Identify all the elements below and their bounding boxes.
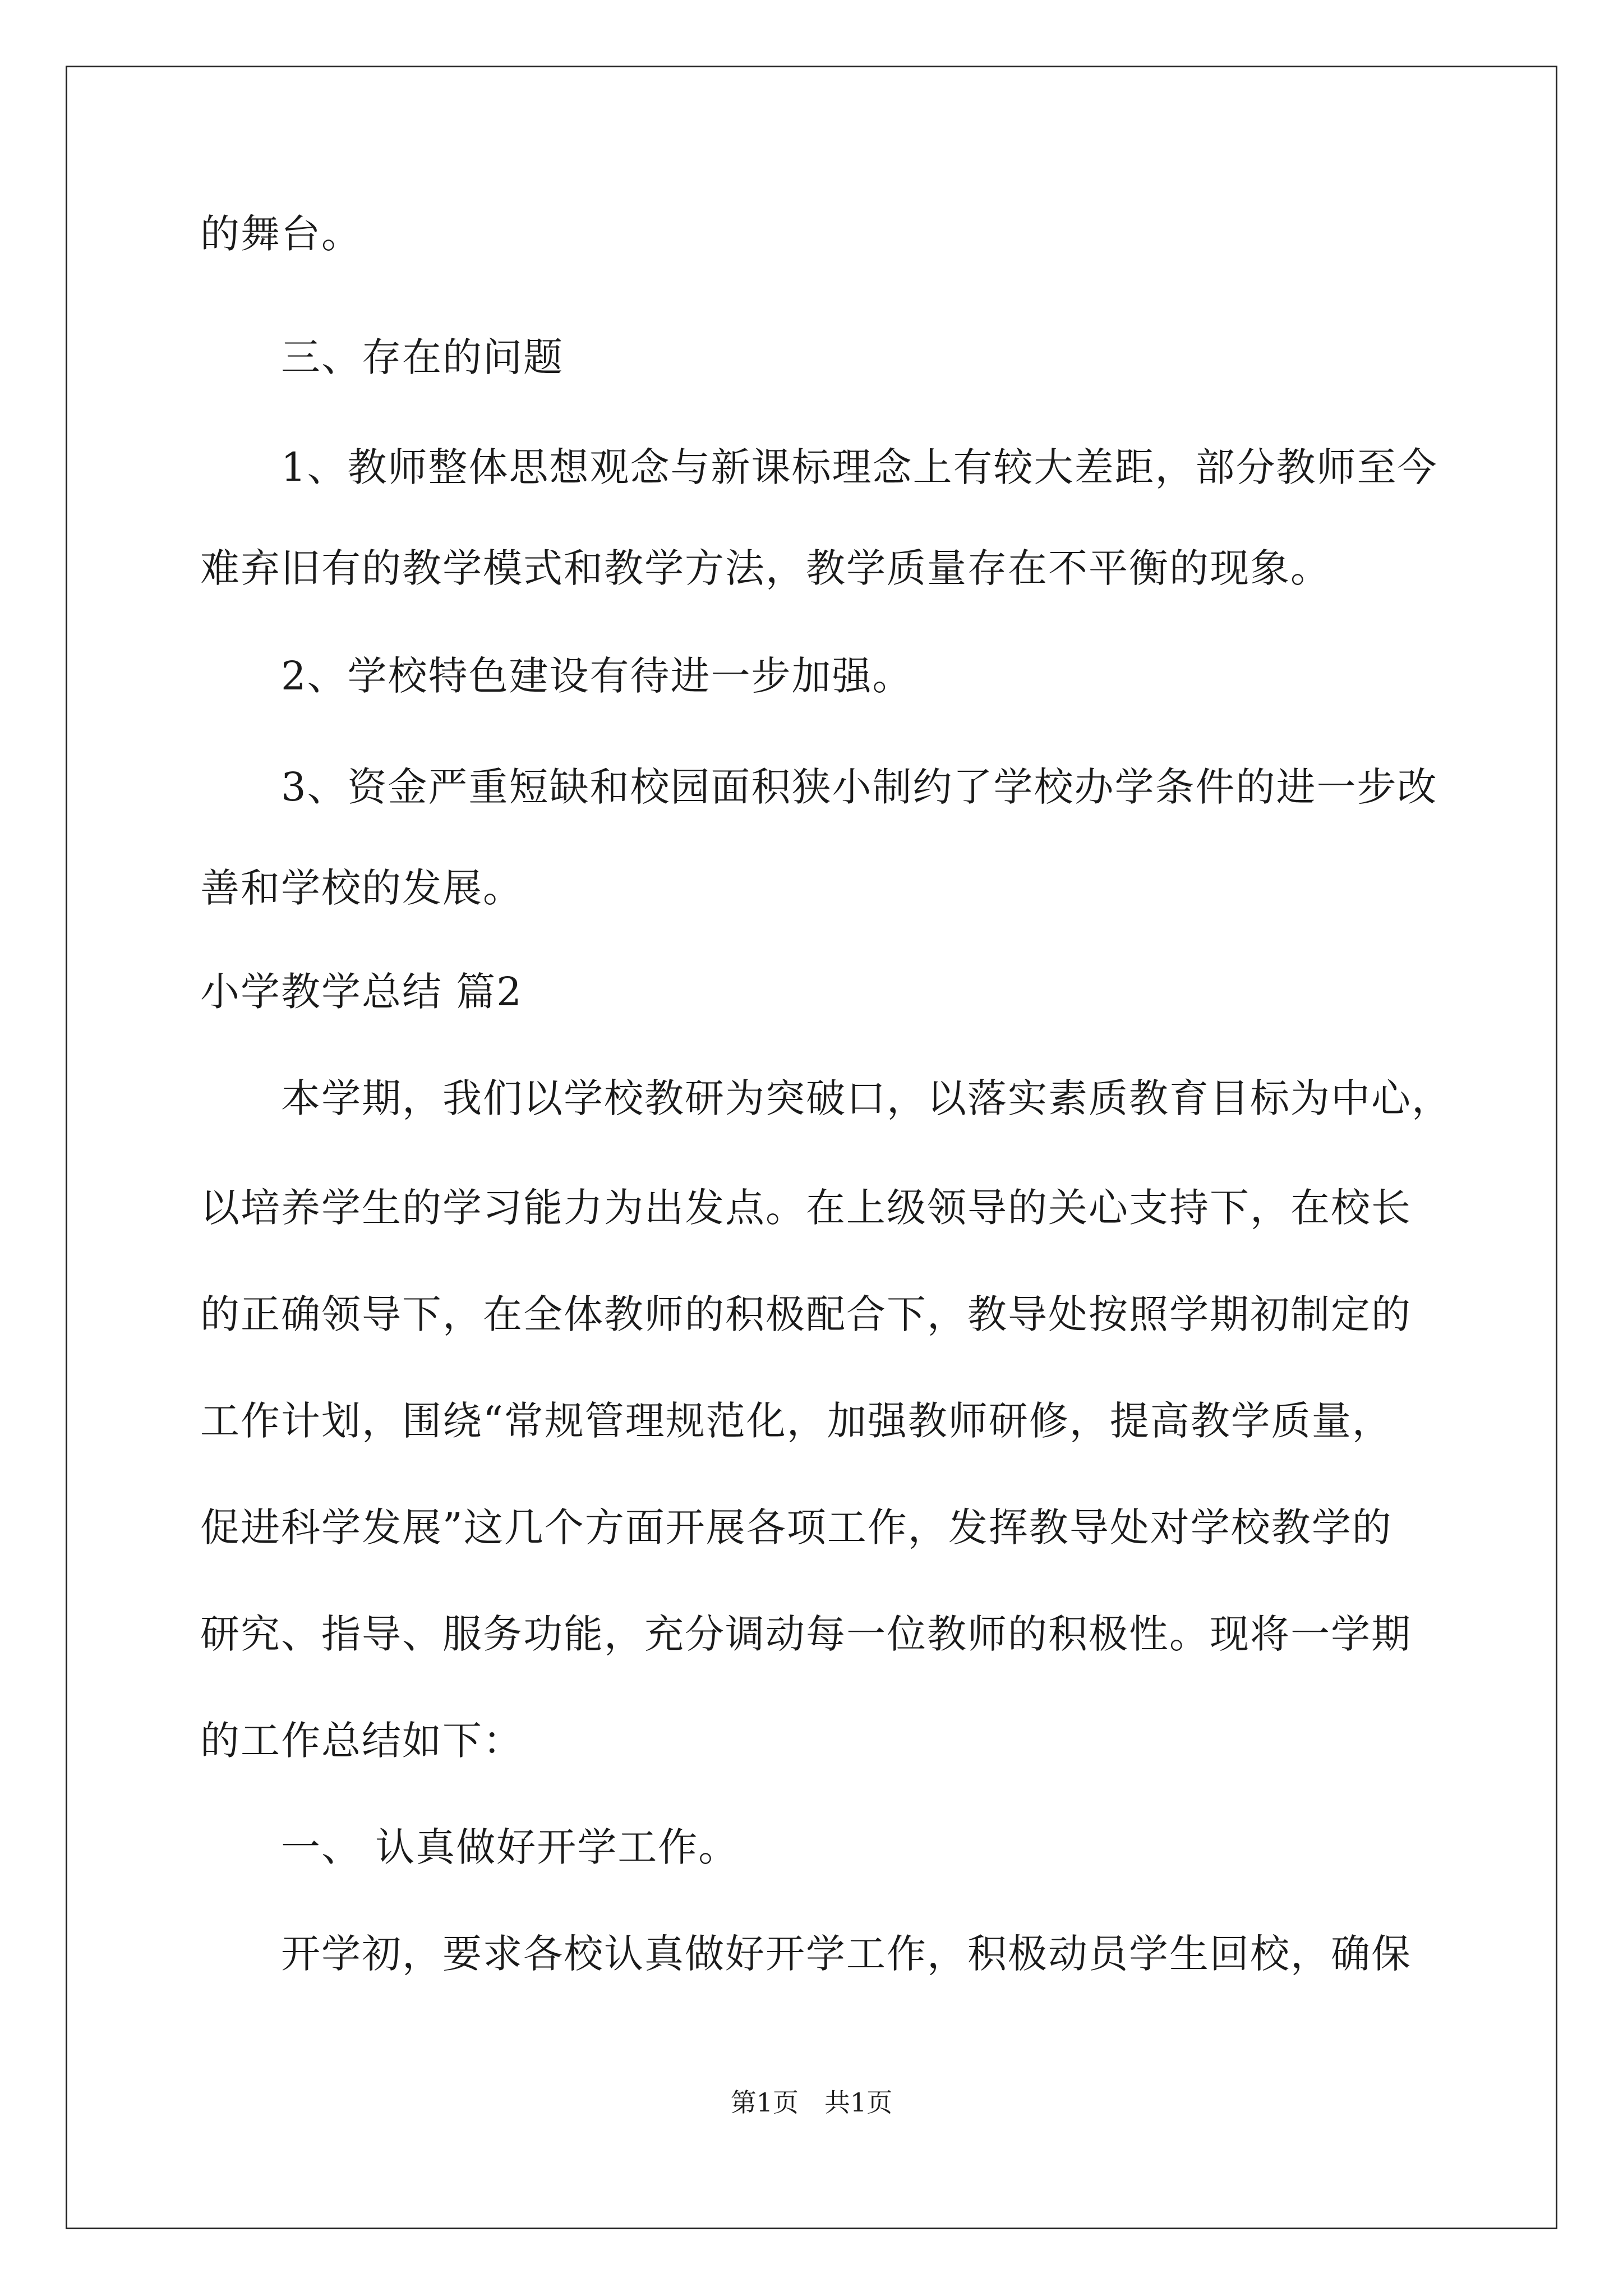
body-text-line: 研究、指导、服务功能，充分调动每一位教师的积极性。现将一学期 xyxy=(200,1611,1412,1657)
body-text-line: 善和学校的发展。 xyxy=(200,865,523,911)
body-text-line: 的正确领导下，在全体教师的积极配合下，教导处按照学期初制定的 xyxy=(200,1291,1412,1337)
body-text-line: 工作计划，围绕“常规管理规范化，加强教师研修，提高教学质量， xyxy=(200,1398,1393,1444)
body-text-line: 1、教师整体思想观念与新课标理念上有较大差距，部分教师至今 xyxy=(200,444,1438,490)
article-title: 小学教学总结 篇2 xyxy=(200,969,523,1015)
body-text-line: 开学初，要求各校认真做好开学工作，积极动员学生回校，确保 xyxy=(200,1931,1412,1977)
section-heading: 三、存在的问题 xyxy=(200,334,564,380)
page-number-footer: 第1页 共1页 xyxy=(730,2087,893,2118)
body-text-line: 本学期，我们以学校教研为突破口，以落实素质教育目标为中心， xyxy=(200,1075,1452,1121)
body-text-line: 促进科学发展”这几个方面开展各项工作，发挥教导处对学校教学的 xyxy=(200,1504,1393,1550)
section-heading: 一、 认真做好开学工作。 xyxy=(200,1824,739,1870)
body-text-line: 2、学校特色建设有待进一步加强。 xyxy=(200,653,913,699)
body-text-line: 的舞台。 xyxy=(200,211,362,257)
body-text-line: 3、资金严重短缺和校园面积狭小制约了学校办学条件的进一步改 xyxy=(200,764,1438,810)
body-text-line: 难弃旧有的教学模式和教学方法，教学质量存在不平衡的现象。 xyxy=(200,545,1331,591)
body-text-line: 以培养学生的学习能力为出发点。在上级领导的关心支持下，在校长 xyxy=(200,1185,1412,1231)
body-text-line: 的工作总结如下： xyxy=(200,1718,523,1764)
page-border xyxy=(66,66,1557,2229)
